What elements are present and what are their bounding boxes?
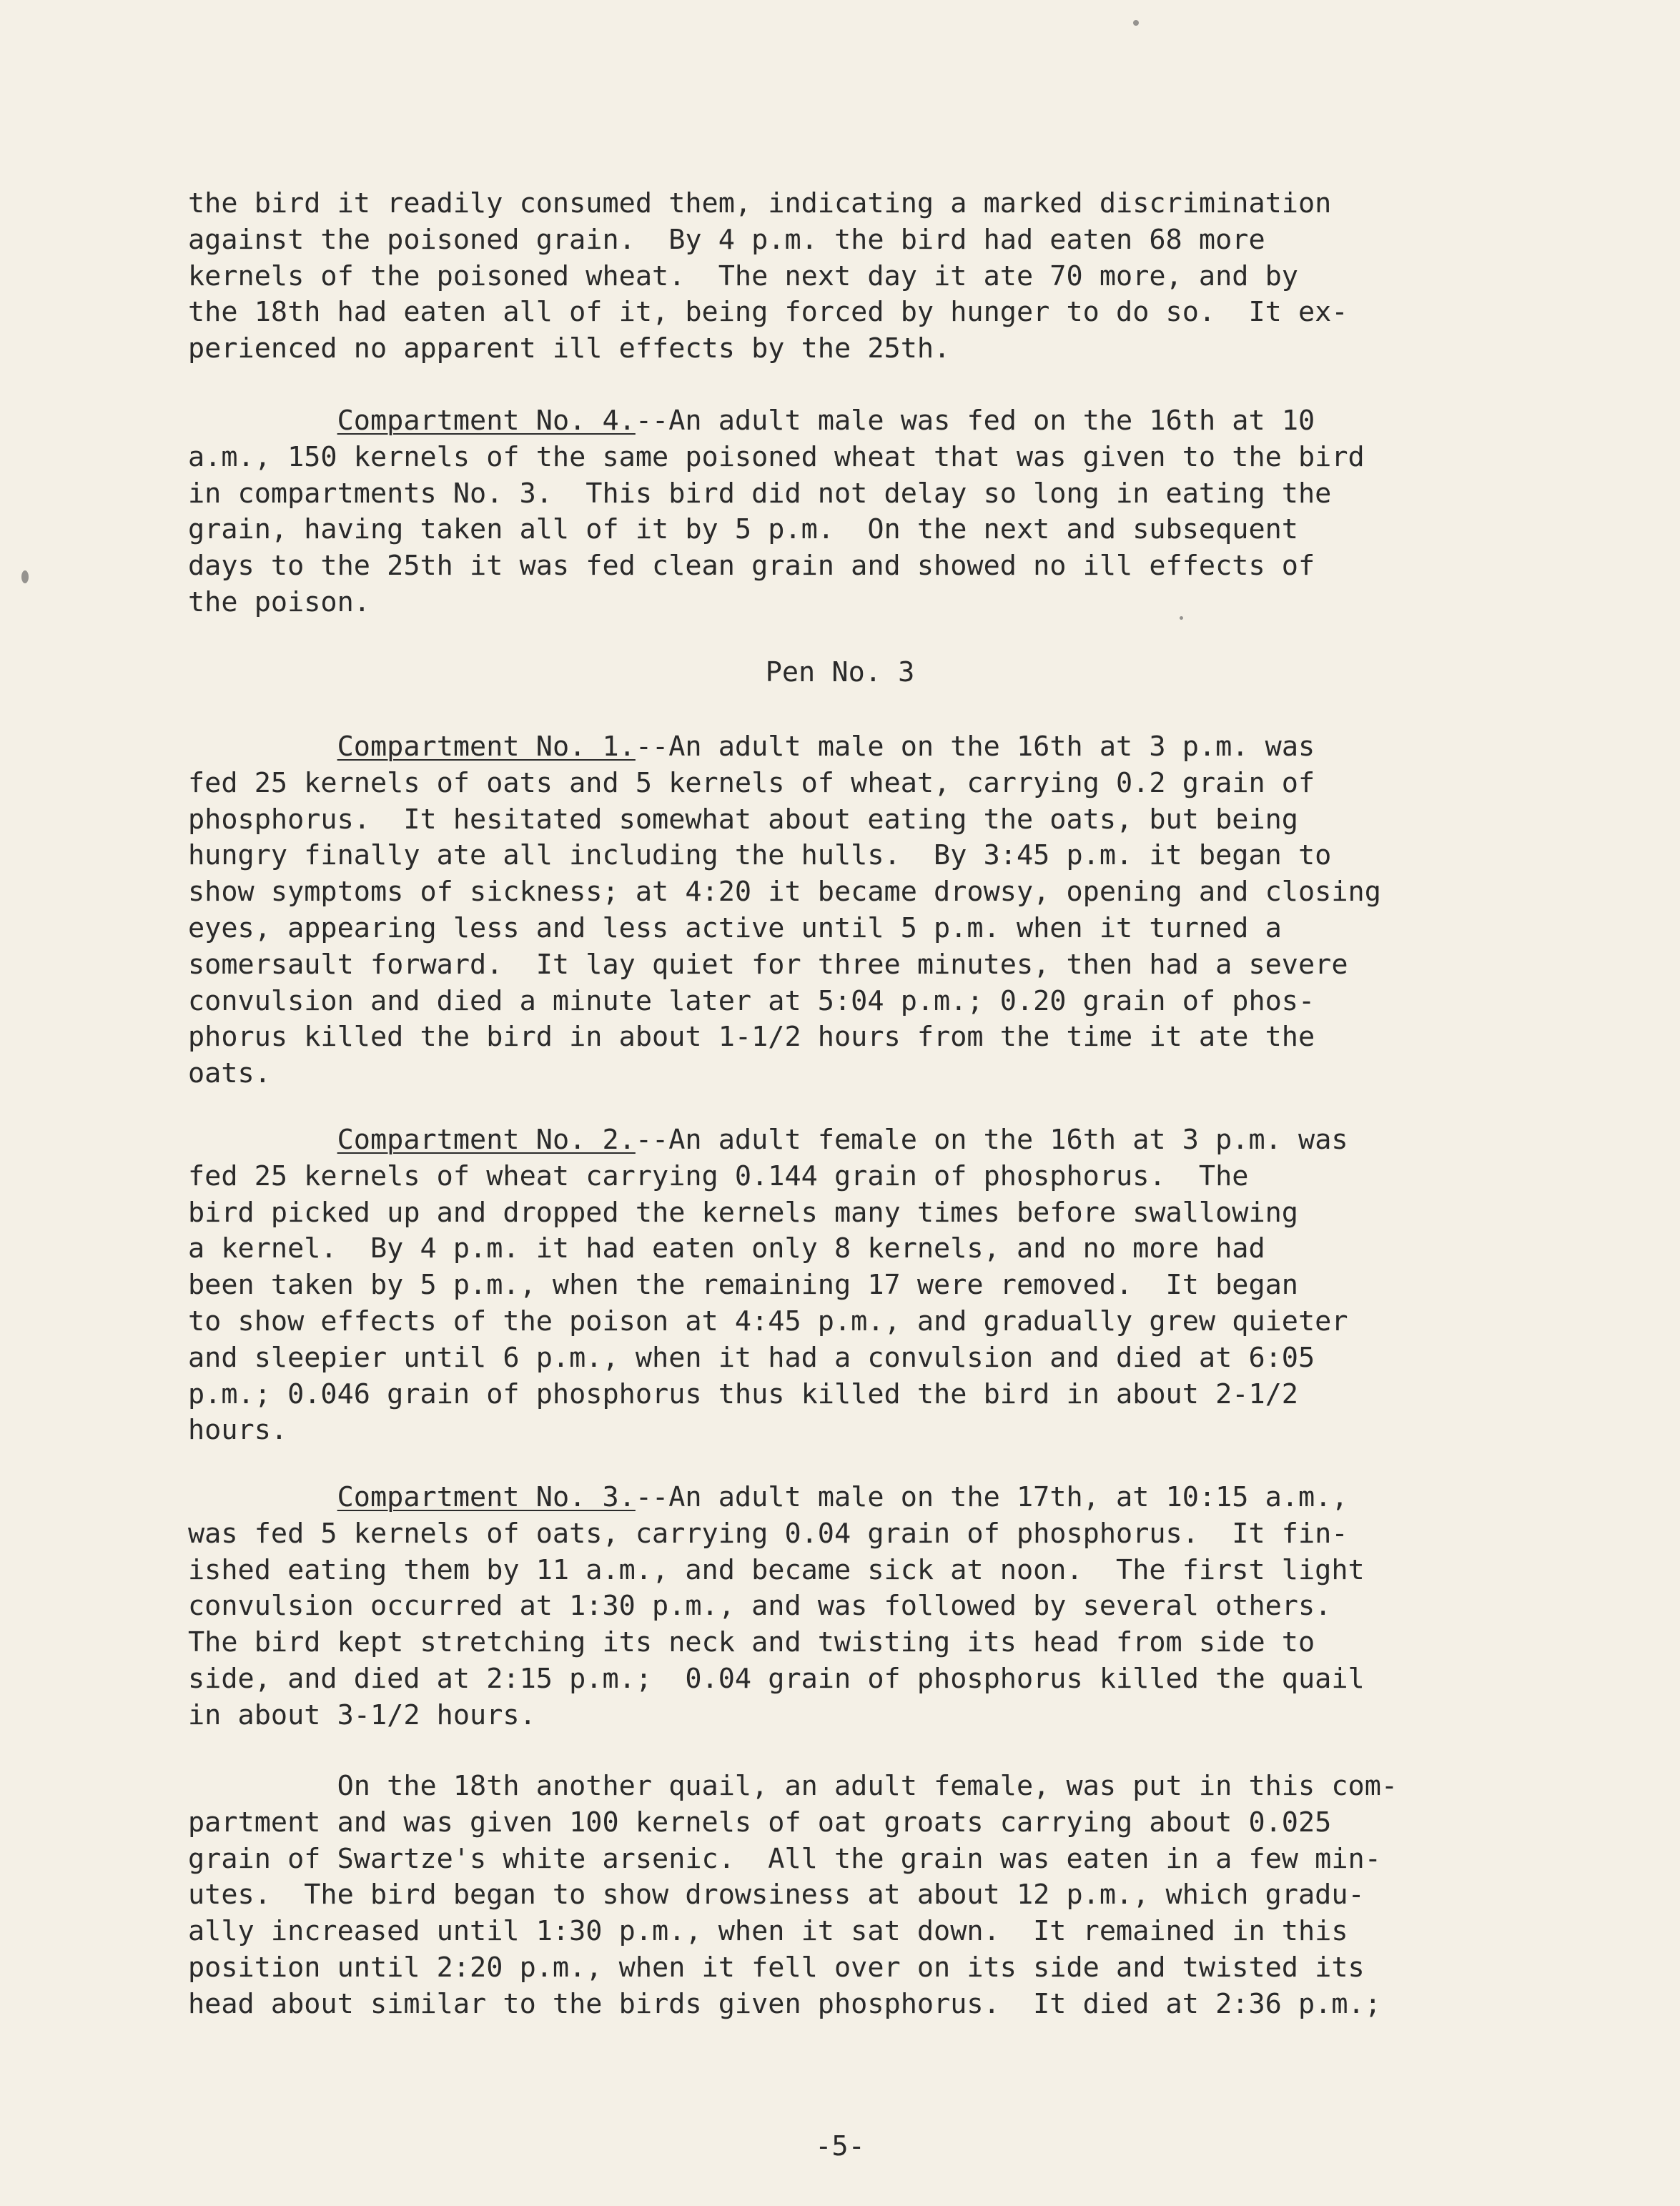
text-line: utes. The bird began to show drowsiness at about 12 p.m., which gradu- (188, 1879, 1365, 1911)
compartment-2-paragraph (188, 1122, 1503, 1449)
text-line: p.m.; 0.046 grain of phosphorus thus killed the bird in about 2-1/2 (188, 1377, 1298, 1410)
text-line: days to the 25th it was fed clean grain and showed no ill effects of (188, 550, 1315, 583)
text-line: was fed 5 kernels of oats, carrying 0.04 grain of phosphorus. It fin- (188, 1517, 1348, 1550)
scan-speck (1133, 20, 1139, 26)
text-fragment: --An adult male was fed on the 16th at 10 (635, 405, 1315, 437)
text-line: against the poisoned grain. By 4 p.m. the bird had eaten 68 more (188, 223, 1265, 256)
text-line: a kernel. By 4 p.m. it had eaten only 8 kernels, and no more had (188, 1232, 1265, 1265)
compartment-heading: Compartment No. 4. (337, 405, 636, 437)
text-line: and sleepier until 6 p.m., when it had a convulsion and died at 6:05 (188, 1341, 1315, 1374)
text-line: ished eating them by 11 a.m., and became sick at noon. The first light (188, 1553, 1365, 1586)
text-line: kernels of the poisoned wheat. The next day it ate 70 more, and by (188, 259, 1298, 292)
paragraph-first-line (188, 1480, 1503, 1516)
text-fragment: On the 18th another quail, an adult female, was put in this com- (337, 1770, 1398, 1802)
text-line: phosphorus. It hesitated somewhat about eating the oats, but being (188, 803, 1298, 836)
paragraph-continued (188, 186, 1503, 367)
page-number: -5- (815, 2130, 865, 2162)
text-line: in compartments No. 3. This bird did not delay so long in eating the (188, 477, 1332, 510)
text-line: grain, having taken all of it by 5 p.m. On the next and subsequent (188, 513, 1298, 546)
compartment-heading: Compartment No. 1. (337, 731, 636, 763)
text-line: bird picked up and dropped the kernels many times before swallowing (188, 1196, 1298, 1229)
paragraph-first-line (188, 1769, 1503, 1805)
text-line: ally increased until 1:30 p.m., when it sat down. It remained in this (188, 1915, 1348, 1948)
text-line: convulsion and died a minute later at 5:04 p.m.; 0.20 grain of phos- (188, 984, 1315, 1017)
text-line: The bird kept stretching its neck and twisting its head from side to (188, 1626, 1315, 1659)
section-title: Pen No. 3 (765, 656, 915, 688)
text-line: oats. (188, 1057, 271, 1090)
text-line: fed 25 kernels of oats and 5 kernels of wheat, carrying 0.2 grain of (188, 766, 1315, 799)
text-line: eyes, appearing less and less active until 5 p.m. when it turned a (188, 911, 1282, 944)
text-line: hours. (188, 1414, 288, 1447)
text-line: somersault forward. It lay quiet for three minutes, then had a severe (188, 948, 1348, 981)
text-line: head about similar to the birds given phosphorus. It died at 2:36 p.m.; (188, 1987, 1381, 2020)
scan-speck (1180, 616, 1183, 620)
text-line: the bird it readily consumed them, indicating a marked discrimination (188, 187, 1332, 219)
paragraph-first-line (188, 1122, 1503, 1159)
compartment-heading: Compartment No. 2. (337, 1124, 636, 1156)
compartment-heading: Compartment No. 3. (337, 1481, 636, 1513)
text-fragment: --An adult male on the 16th at 3 p.m. was (635, 731, 1315, 763)
arsenic-paragraph (188, 1769, 1503, 2023)
text-line: hungry finally ate all including the hulls. By 3:45 p.m. it began to (188, 839, 1332, 872)
text-fragment: --An adult female on the 16th at 3 p.m. was (635, 1124, 1348, 1156)
text-line: been taken by 5 p.m., when the remaining 17 were removed. It began (188, 1269, 1298, 1302)
compartment-1-paragraph (188, 729, 1503, 1092)
text-line: to show effects of the poison at 4:45 p.m., and gradually grew quieter (188, 1305, 1348, 1337)
text-line: a.m., 150 kernels of the same poisoned wheat that was given to the bird (188, 440, 1365, 473)
text-line: the poison. (188, 585, 370, 618)
text-line: phorus killed the bird in about 1-1/2 hours from the time it ate the (188, 1021, 1315, 1054)
compartment-3-paragraph (188, 1480, 1503, 1734)
text-line: partment and was given 100 kernels of oat groats carrying about 0.025 (188, 1806, 1332, 1839)
text-line: in about 3-1/2 hours. (188, 1698, 536, 1731)
text-line: fed 25 kernels of wheat carrying 0.144 grain of phosphorus. The (188, 1159, 1249, 1192)
paragraph-first-line (188, 403, 1503, 440)
text-line: perienced no apparent ill effects by the 25th. (188, 332, 951, 365)
text-line: grain of Swartze's white arsenic. All the grain was eaten in a few min- (188, 1842, 1381, 1875)
text-line: position until 2:20 p.m., when it fell over on its side and twisted its (188, 1951, 1365, 1984)
text-line: show symptoms of sickness; at 4:20 it became drowsy, opening and closing (188, 876, 1381, 909)
text-fragment: --An adult male on the 17th, at 10:15 a.m., (635, 1481, 1348, 1513)
scan-speck (21, 570, 29, 583)
text-line: side, and died at 2:15 p.m.; 0.04 grain of phosphorus killed the quail (188, 1662, 1365, 1695)
compartment-4-paragraph (188, 403, 1503, 621)
text-line: convulsion occurred at 1:30 p.m., and was followed by several others. (188, 1590, 1332, 1623)
text-line: the 18th had eaten all of it, being forced by hunger to do so. It ex- (188, 296, 1348, 329)
paragraph-first-line (188, 729, 1503, 766)
